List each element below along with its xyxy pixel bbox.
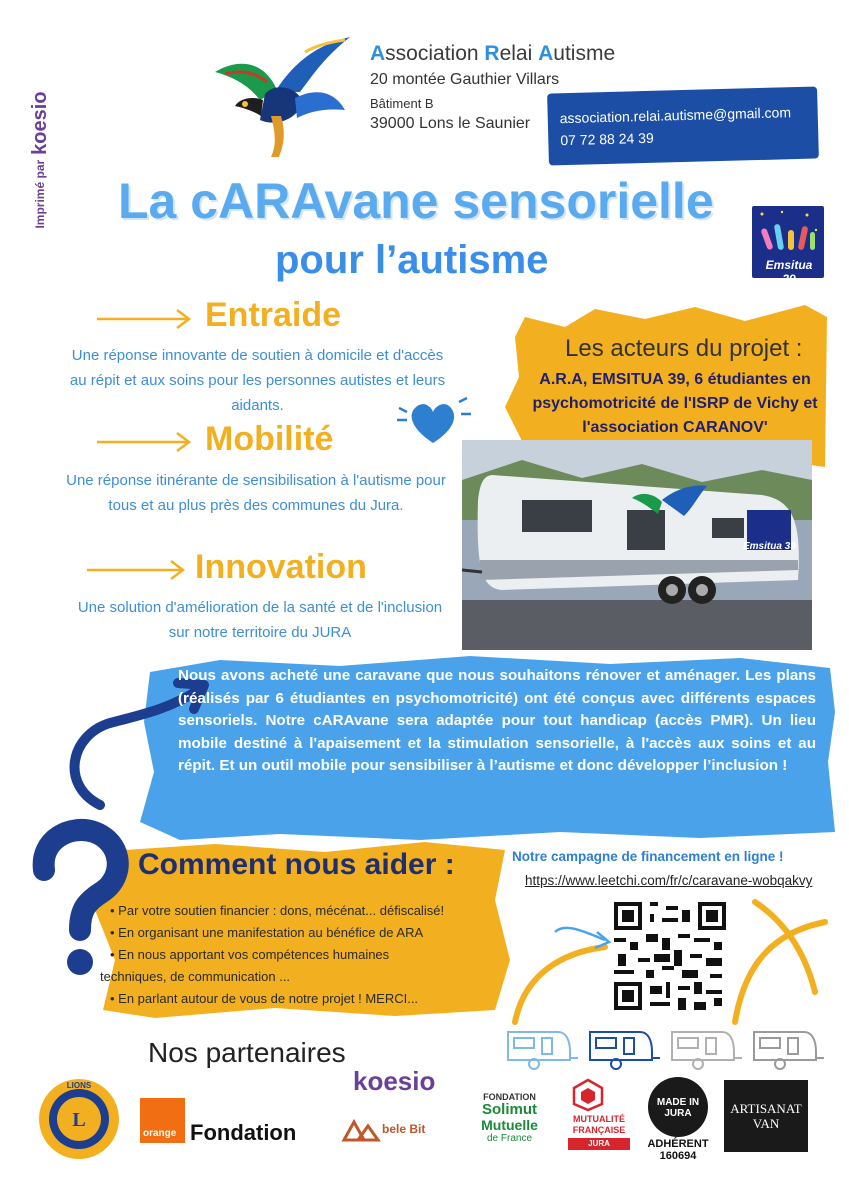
campaign-title: Notre campagne de financement en ligne ! (512, 849, 784, 864)
project-description: Nous avons acheté une caravane que nous souhaitons rénover et aménager. Les plans (réalisés par 6 étudiantes en psychomotricité) ont été conçus avec différents espaces sensoriels. Notre cARAvane sera adaptée pour tout handicap (accès PMR). Un lieu mobile destiné à l'apaisement et la stimulation sensorielle, à l'accès aux soins et au répit. Et un outil mobile pour sensibiliser à l’autisme et donc développer l’inclusion ! (178, 667, 816, 774)
emsitua-logo-text: Emsitua 39 (765, 258, 813, 286)
svg-text:L: L (72, 1109, 86, 1131)
adherent-text: ADHÉRENT (647, 1138, 709, 1150)
adherent-number: 160694 (659, 1150, 697, 1162)
solimut-l1: FONDATION (483, 1092, 536, 1102)
section-title-innovation: Innovation (195, 548, 367, 586)
section-text-innovation: Une solution d'amélioration de la santé et de l'inclusion sur notre territoire du JURA (77, 599, 443, 641)
entraide-arrow-icon (95, 307, 195, 331)
partners-title: Nos partenaires (148, 1037, 346, 1068)
section-title-mobilite: Mobilité (205, 420, 334, 458)
printer-label: Imprimé par (33, 159, 47, 229)
solimut-l4: de France (486, 1133, 533, 1144)
address-line-3: 39000 Lons le Saunier (370, 115, 531, 132)
contact-phone[interactable]: 07 72 88 24 39 (560, 129, 654, 149)
bele-bit-icon (340, 1116, 380, 1146)
innovation-arrow-icon (85, 558, 190, 582)
solimut-l3: Mutuelle (481, 1117, 538, 1133)
artisanat-l2: VAN (752, 1116, 780, 1131)
orange-fondation-text: Fondation (190, 1120, 297, 1145)
section-title-entraide: Entraide (205, 296, 342, 334)
address-line-1: 20 montée Gauthier Villars (370, 71, 560, 88)
emsitua-logo (752, 206, 824, 286)
org-name-a2: A (538, 42, 554, 65)
artisanat-van-logo (724, 1080, 808, 1152)
poster-title: La cARAvane sensorielle (118, 173, 714, 229)
help-item: • Par votre soutien financier : dons, mécénat... défiscalisé! (110, 903, 445, 918)
qr-code-icon[interactable] (614, 902, 726, 1010)
section-text-mobilite: Une réponse itinérante de sensibilisation à l'autisme pour tous et au plus près des communes du Jura. (66, 472, 446, 514)
help-item: • En nous apportant vos compétences humaines (110, 947, 390, 962)
photo-logo-text: Emsitua 39 (743, 541, 796, 552)
mutualite-hexagon-icon (568, 1078, 608, 1112)
mutualite-l1: MUTUALITÉ (573, 1114, 625, 1124)
bele-bit-logo (340, 1110, 460, 1150)
actors-text: A.R.A, EMSITUA 39, 6 étudiantes en psychomotricité de l'ISRP de Vichy et l'association CARANOV' (532, 371, 818, 436)
association-bird-logo (205, 32, 355, 172)
artisanat-l1: ARTISANAT (730, 1101, 802, 1116)
help-item: techniques, de communication ... (100, 969, 291, 984)
printer-brand: koesio (28, 91, 51, 155)
printer-credit (20, 60, 60, 260)
actors-title: Les acteurs du projet : (565, 335, 803, 362)
lions-text: LIONS (66, 1081, 92, 1090)
made-in-jura-text: MADE IN JURA (656, 1097, 700, 1119)
heart-icon (393, 388, 473, 450)
contact-email[interactable]: association.relai.autisme@gmail.com (559, 104, 792, 127)
adherent-label (644, 1138, 712, 1162)
help-list (100, 900, 520, 1010)
org-name-a1: A (370, 42, 386, 65)
section-text-entraide: Une réponse innovante de soutien à domicile et d'accès au répit et aux soins pour les personnes autistes et leurs aidants. (69, 347, 446, 414)
help-title: Comment nous aider : (138, 848, 455, 881)
solimut-l2: Solimut (482, 1101, 537, 1118)
orange-label: orange (143, 1128, 177, 1139)
address-line-2: Bâtiment B (370, 96, 434, 111)
org-name-p2: elai (499, 42, 539, 65)
help-item: • En parlant autour de vous de notre projet ! MERCI... (110, 991, 419, 1006)
association-name (370, 42, 615, 66)
mutualite-francaise-logo (558, 1078, 640, 1168)
mobilite-arrow-icon (95, 430, 195, 454)
org-name-p1: ssociation (385, 42, 485, 65)
mutualite-l3: JURA (568, 1138, 630, 1150)
org-name-r: R (484, 42, 500, 65)
caravan-icons-row (500, 1022, 830, 1072)
bele-bit-text: bele Bit (382, 1122, 426, 1136)
contact-box (547, 86, 819, 165)
org-name-p3: utisme (553, 42, 616, 65)
solimut-logo (467, 1092, 552, 1154)
campaign-link[interactable]: https://www.leetchi.com/fr/c/caravane-wobqakvy (525, 873, 813, 888)
help-item: • En organisant une manifestation au bénéfice de ARA (110, 925, 424, 940)
poster-subtitle: pour l’autisme (275, 238, 549, 282)
koesio-logo: koesio (353, 1066, 436, 1096)
caravan-icon (508, 1032, 824, 1069)
mutualite-l2: FRANÇAISE (572, 1125, 626, 1135)
